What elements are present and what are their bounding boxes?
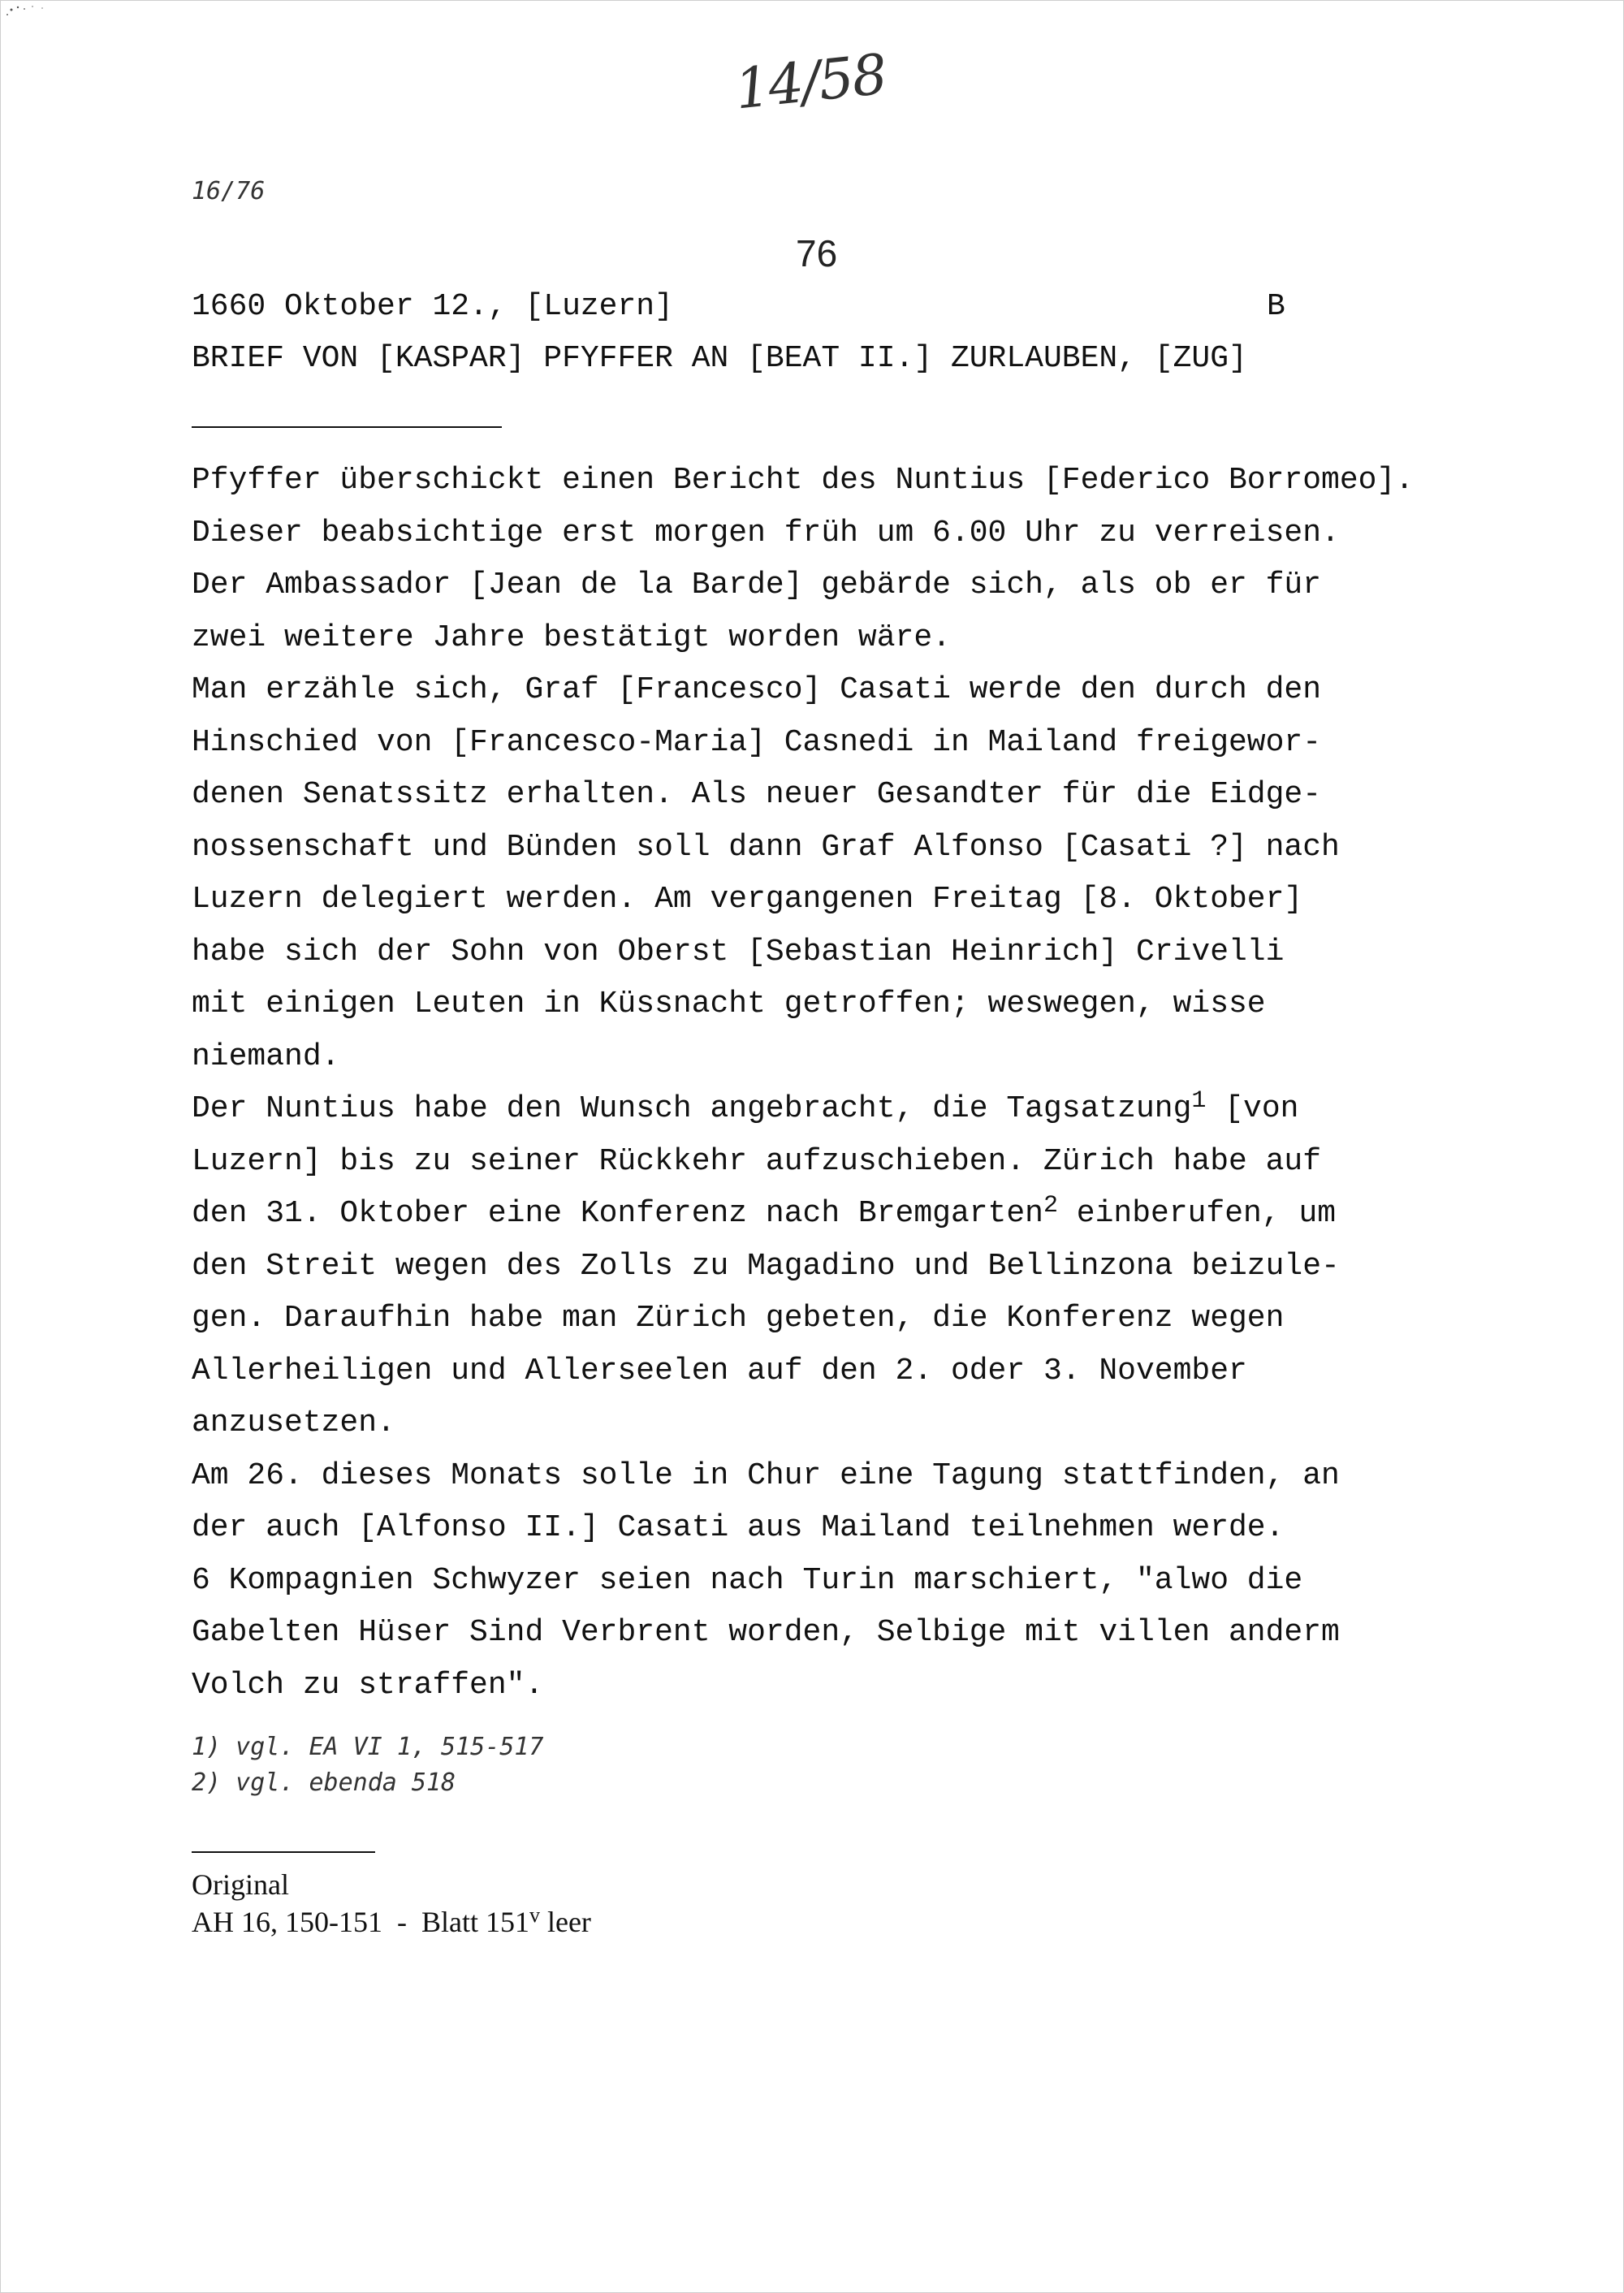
source-ref-text: AH 16, 150-151 - Blatt 151 <box>192 1906 529 1938</box>
body-line: Man erzähle sich, Graf [Francesco] Casati werde den durch den <box>192 672 1322 707</box>
verso-marker: v <box>529 1903 540 1927</box>
header-divider <box>192 426 502 428</box>
body-line: denen Senatssitz erhalten. Als neuer Gesandter für die Eidge- <box>192 777 1322 812</box>
source-ref-text: leer <box>539 1906 591 1938</box>
body-line: Volch zu straffen". <box>192 1667 544 1703</box>
source-archive-ref <box>192 1903 591 1941</box>
summary-text <box>192 455 1540 1712</box>
body-line: Luzern delegiert werden. Am vergangenen Freitag [8. Oktober] <box>192 882 1303 917</box>
body-line: Pfyffer überschickt einen Bericht des Nuntius [Federico Borromeo]. <box>192 463 1415 498</box>
source-divider <box>192 1851 375 1853</box>
corner-specks <box>0 0 97 32</box>
footnote-2: 2) vgl. ebenda 518 <box>192 1768 456 1797</box>
footnotes <box>192 1729 543 1801</box>
body-line: der auch [Alfonso II.] Casati aus Mailand teilnehmen werde. <box>192 1510 1285 1545</box>
footnote-ref-2: 2 <box>1043 1192 1058 1220</box>
body-line: Allerheiligen und Allerseelen auf den 2. oder 3. November <box>192 1353 1247 1388</box>
body-line: Der Ambassador [Jean de la Barde] gebärde sich, als ob er für <box>192 568 1322 602</box>
body-line: Am 26. dieses Monats solle in Chur eine Tagung stattfinden, an <box>192 1457 1340 1493</box>
letter-title: BRIEF VON [KASPAR] PFYFFER AN [BEAT II.] ZURLAUBEN, [ZUG] <box>192 341 1247 376</box>
body-line: Hinschied von [Francesco-Maria] Casnedi in Mailand freigewor- <box>192 724 1322 760</box>
body-text: den 31. Oktober eine Konferenz nach Bremgarten <box>192 1196 1043 1231</box>
handwritten-archive-number: 14/58 <box>732 42 889 123</box>
body-line: 6 Kompagnien Schwyzer seien nach Turin marschiert, "alwo die <box>192 1562 1303 1598</box>
body-line: Dieser beabsichtige erst morgen früh um 6.00 Uhr zu verreisen. <box>192 515 1340 551</box>
body-text: einberufen, um <box>1058 1196 1337 1231</box>
body-line: nossenschaft und Bünden soll dann Graf Alfonso [Casati ?] nach <box>192 829 1340 865</box>
body-line: zwei weitere Jahre bestätigt worden wäre. <box>192 620 951 655</box>
body-line: habe sich der Sohn von Oberst [Sebastian Heinrich] Crivelli <box>192 934 1285 969</box>
body-line: den Streit wegen des Zolls zu Magadino und Bellinzona beizule- <box>192 1248 1340 1284</box>
body-line: mit einigen Leuten in Küssnacht getroffen; weswegen, wisse <box>192 987 1266 1021</box>
source-label: Original <box>192 1868 289 1901</box>
body-line: anzusetzen. <box>192 1406 395 1440</box>
document-number: 76 <box>796 232 838 274</box>
body-line-with-footnote-2 <box>192 1188 1540 1241</box>
body-text: Der Nuntius habe den Wunsch angebracht, die Tagsatzung <box>192 1091 1192 1126</box>
date-place-line: 1660 Oktober 12., [Luzern] <box>192 289 673 324</box>
body-line: gen. Daraufhin habe man Zürich gebeten, die Konferenz wegen <box>192 1301 1285 1336</box>
source-reference <box>192 1866 591 1941</box>
body-line: Gabelten Hüser Sind Verbrent worden, Selbige mit villen anderm <box>192 1615 1340 1650</box>
document-id: 16/76 <box>192 177 266 205</box>
body-text: [von <box>1206 1091 1299 1126</box>
body-line: Luzern] bis zu seiner Rückkehr aufzuschieben. Zürich habe auf <box>192 1143 1322 1179</box>
letter-type-marker: B <box>1267 289 1285 324</box>
footnote-ref-1: 1 <box>1191 1087 1207 1115</box>
body-line: niemand. <box>192 1039 340 1074</box>
footnote-1: 1) vgl. EA VI 1, 515-517 <box>192 1733 544 1761</box>
body-line-with-footnote-1 <box>192 1083 1540 1136</box>
